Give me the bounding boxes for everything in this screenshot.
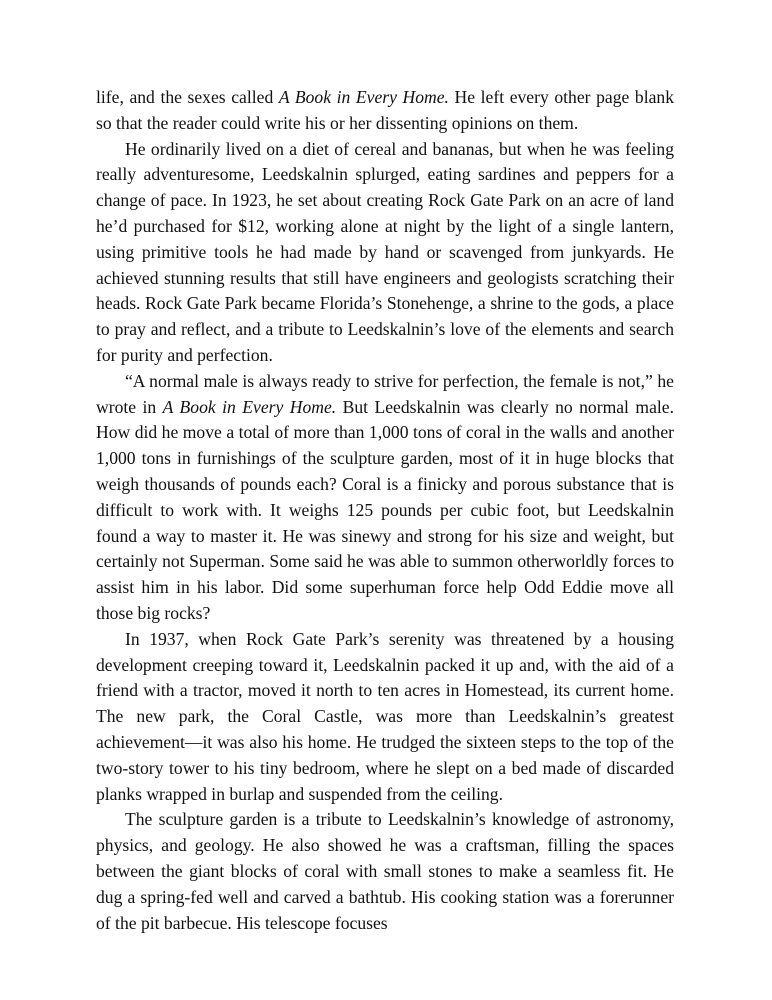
book-title-italic: A Book in Every Home. (278, 87, 449, 107)
paragraph-1-text: life, and the sexes called (96, 87, 279, 107)
paragraph-4 (96, 627, 674, 808)
paragraph-4-text: In 1937, when Rock Gate Park’s serenity was threatened by a housing development creeping toward it, Leedskalnin packed it up and, with the aid of a friend with a tractor, moved it north to ten acres in Homestead, its current home. The new park, the Coral Castle, was more than Leedskalnin’s greatest achievement—it was also his home. He trudged the sixteen steps to the top of the two-story tower to his tiny bedroom, where he slept on a bed made of discarded planks wrapped in burlap and suspended from the ceiling. (96, 628, 674, 804)
paragraph-1 (96, 85, 674, 137)
paragraph-5-text: The sculpture garden is a tribute to Leedskalnin’s knowledge of astronomy, physics, and geology. He also showed he was a craftsman, filling the spaces between the giant blocks of coral with small stones to make a seamless fit. He dug a spring-fed well and carved a bathtub. His cooking station was a forerunner of the pit barbecue. His telescope focuses (96, 809, 674, 933)
paragraph-2-text: He ordinarily lived on a diet of cereal and bananas, but when he was feeling really adventuresome, Leedskalnin splurged, eating sardines and peppers for a change of pace. In 1923, he set about creating Rock Gate Park on an acre of land he’d purchased for $12, working alone at night by the light of a single lantern, using primitive tools he had made by hand or scavenged from junkyards. He achieved stunning results that still have engineers and geologists scratching their heads. Rock Gate Park became Florida’s Stonehenge, a shrine to the gods, a place to pray and reflect, and a tribute to Leedskalnin’s love of the elements and search for purity and perfection. (96, 138, 674, 365)
page-body (96, 85, 674, 936)
paragraph-3-text: “A normal male is always ready to strive for perfection, the female is not,” he wrote in (96, 370, 674, 417)
paragraph-5 (96, 807, 674, 936)
paragraph-1-text-end: He left every other page blank so that the reader could write his or her dissenting opinions on them. (96, 87, 675, 133)
paragraph-2 (96, 137, 674, 369)
paragraph-3-text-end: But Leedskalnin was clearly no normal male. How did he move a total of more than 1,000 tons of coral in the walls and another 1,000 tons in furnishings of the sculpture garden, most of it in huge blocks that weigh thousands of pounds each? Coral is a finicky and porous substance that is difficult to work with. It weighs 125 pounds per cubic foot, but Leedskalnin found a way to master it. He was sinewy and strong for his size and weight, but certainly not Superman. Some said he was able to summon otherworldly forces to assist him in his labor. Did some superhuman force help Odd Eddie move all those big rocks? (96, 396, 674, 623)
paragraph-3 (96, 369, 674, 627)
book-title-italic: A Book in Every Home. (162, 396, 337, 417)
